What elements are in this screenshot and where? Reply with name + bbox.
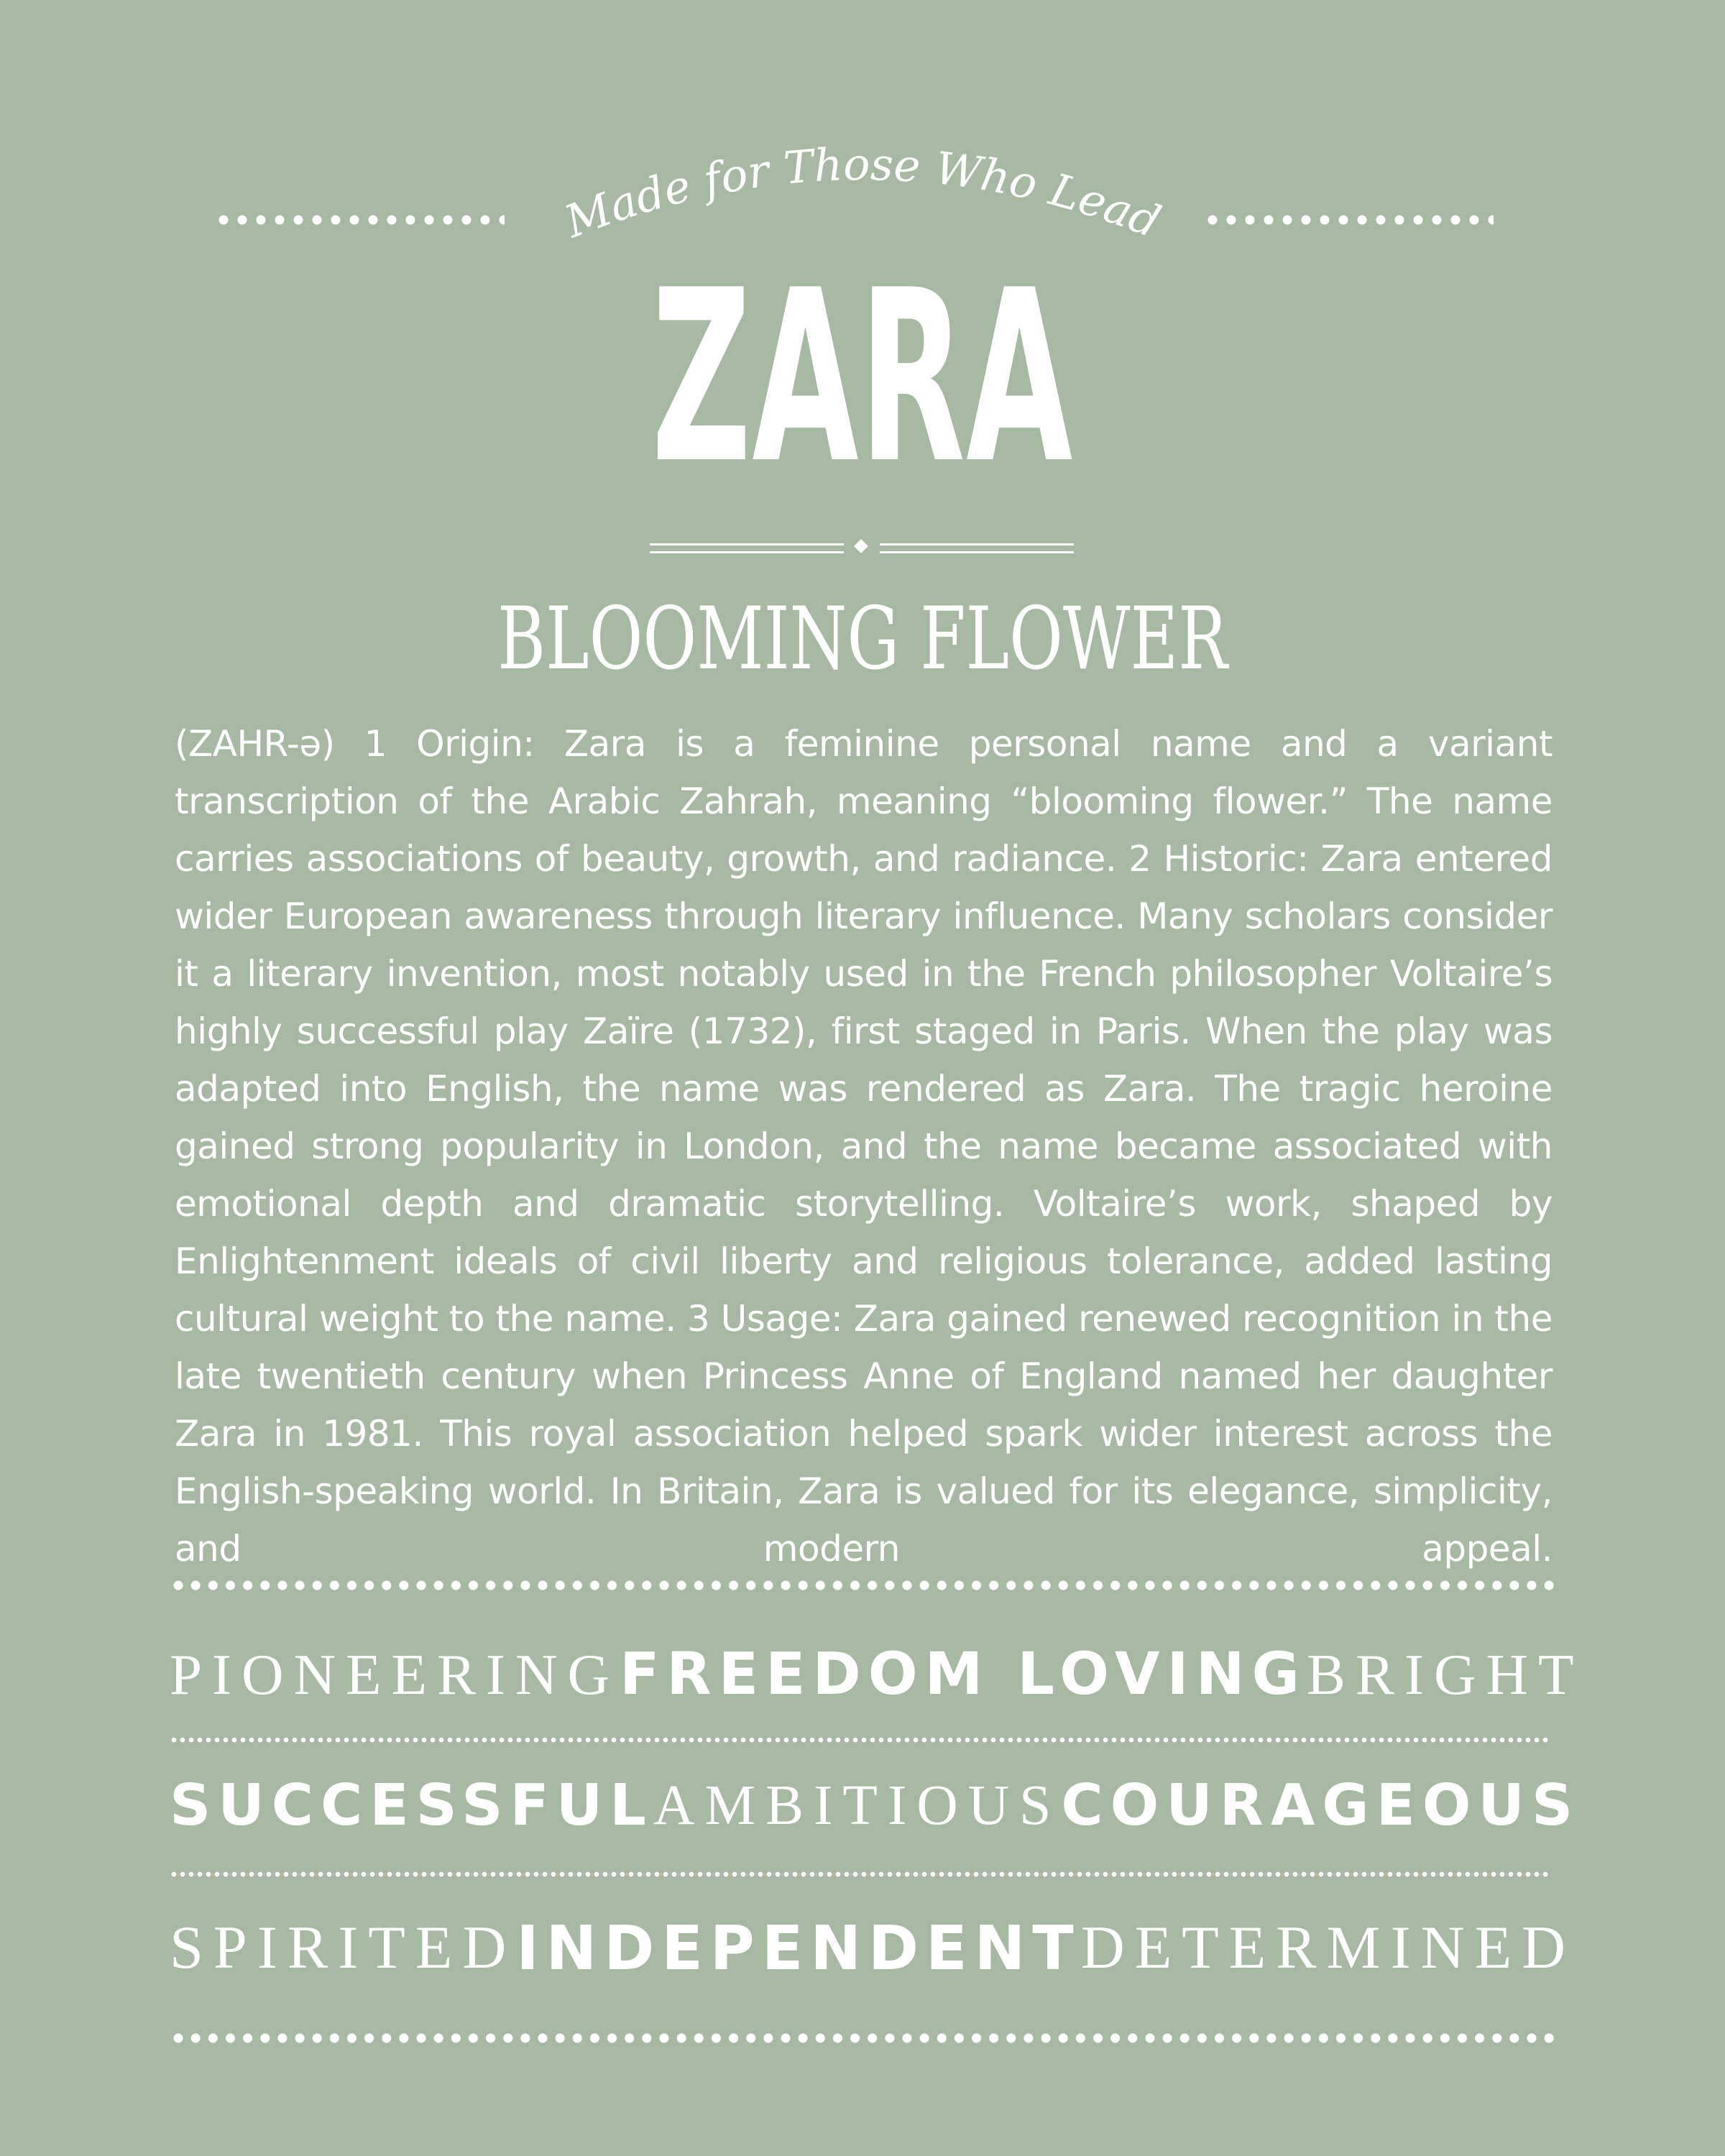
trait-word: SPIRITED (170, 1915, 517, 1981)
trait-word: SUCCESSFUL (170, 1772, 653, 1838)
trait-row-2 (170, 1759, 1581, 1852)
trait-row-3 (170, 1902, 1576, 1995)
ornamental-divider (650, 543, 1074, 556)
name-title: ZARA (651, 239, 1074, 515)
trait-word: FREEDOM LOVING (620, 1641, 1307, 1708)
dotted-separator-row-1 (170, 1737, 1551, 1743)
dotted-separator-row-2 (170, 1871, 1551, 1877)
name-description: (ZAHR-ə) 1 Origin: Zara is a feminine personal name and a variant transcription of the Arabic Zahrah, meaning “blooming flower.” The name carries associations of beauty, growth, and radiance. 2 Historic: Zara entered wider European awareness through literary influence. Many scholars consider it a literary invention, most notably used in the French philosopher Voltaire’s highly successful play Zaïre (1732), first staged in Paris. When the play was adapted into English, the name was rendered as Zara. The tragic heroine gained strong popularity in London, and the name became associated with emotional depth and dramatic storytelling. Voltaire’s work, shaped by Enlightenment ideals of civil liberty and religious tolerance, added lasting cultural weight to the name. 3 Usage: Zara gained renewed recognition in the late twentieth century when Princess Anne of England named her daughter Zara in 1981. This royal association helped spark wider interest across the English-speaking world. In Britain, Zara is valued for its elegance, simplicity, and modern appeal. (175, 723, 1552, 1570)
trait-word: PIONEERING (170, 1642, 620, 1707)
name-meaning: BLOOMING FLOWER (497, 589, 1228, 689)
diamond-icon (854, 539, 868, 553)
dotted-separator-top (170, 1577, 1558, 1593)
tagline-arc (546, 108, 1179, 252)
divider-line-right (880, 543, 1074, 553)
tagline (557, 138, 1167, 249)
trait-word: BRIGHT (1307, 1642, 1584, 1707)
trait-word: DETERMINED (1080, 1915, 1576, 1981)
divider-line-left (650, 543, 844, 553)
dotted-separator-bottom (170, 2030, 1558, 2046)
trait-row-1 (170, 1628, 1584, 1721)
trait-word: COURAGEOUS (1061, 1772, 1581, 1838)
tagline-text: Made for Those Who Lead (558, 137, 1168, 249)
top-right-dotted-line (1203, 213, 1494, 227)
trait-word: AMBITIOUS (653, 1774, 1062, 1837)
trait-word: INDEPENDENT (516, 1913, 1081, 1984)
top-left-dotted-line (214, 213, 505, 227)
